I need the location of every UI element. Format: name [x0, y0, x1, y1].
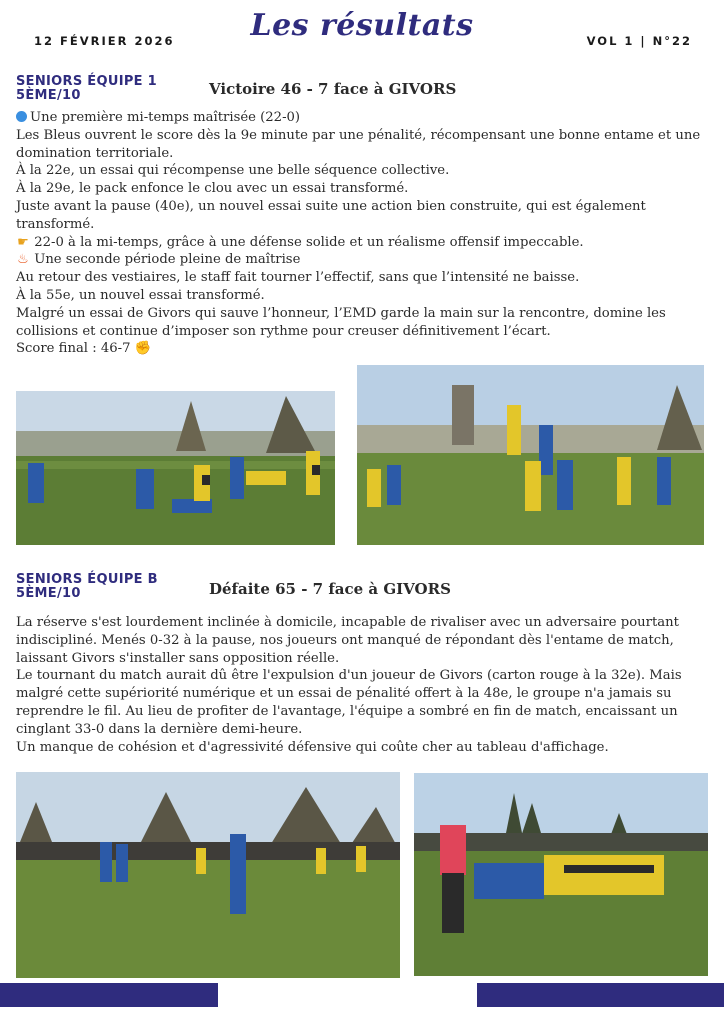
scrum-photo-illustration — [414, 773, 708, 976]
issue-volume: VOL 1 | N°22 — [586, 34, 692, 48]
match1-line-5: Juste avant la pause (40e), un nouvel essai suite une action bien construite, qui est également transformé. — [16, 198, 646, 232]
match1-line-4: À la 29e, le pack enfonce le clou avec un essai transformé. — [16, 181, 409, 197]
footer-bar-right — [477, 983, 724, 1007]
match2-team — [16, 573, 158, 601]
match1-team-rank: 5ÈME/10 — [16, 88, 81, 103]
match1-line-6: ☛ 22-0 à la mi-temps, grâce à une défense solide et un réalisme offensif impeccable. — [17, 234, 584, 250]
ruck-photo-illustration — [16, 391, 335, 545]
match2-headline: Défaite 65 - 7 face à GIVORS — [209, 580, 451, 598]
match1-line-1: Une première mi-temps maîtrisée (22-0) — [16, 109, 712, 127]
match1-line-9: À la 55e, un nouvel essai transformé. — [16, 287, 265, 303]
page-title: Les résultats — [250, 8, 474, 43]
match1-team — [16, 75, 157, 103]
match1-line-11: Score final : 46-7 ✊ — [16, 341, 152, 357]
match2-paragraph-2: Le tournant du match aurait dû être l'expulsion d'un joueur de Givors (carton rouge à la 32e). Mais malgré cette supériorité numérique et un essai de pénalité offert à la 48e, le groupe n'a jamais su reprendre le fil. Au lieu de profiter de l'avantage, l'équipe a sombré en fin de match, encaissant un cinglant 33-0 dans la dernière demi-heure. — [16, 668, 682, 737]
fire-icon: ♨ — [17, 252, 29, 268]
match1-line-2: Les Bleus ouvrent le score dès la 9e minute par une pénalité, récompensant une bonne entame et une domination territoriale. — [16, 127, 701, 161]
field-photo-illustration — [16, 772, 400, 978]
blue-circle-icon — [16, 111, 27, 122]
match1-line-8: Au retour des vestiaires, le staff fait tourner l’effectif, sans que l’intensité ne baisse. — [16, 270, 580, 286]
lineout-photo-illustration — [357, 365, 704, 545]
match2-photo-scrum — [414, 773, 708, 976]
flexed-biceps-icon: ✊ — [134, 341, 152, 357]
match1-line-3: À la 22e, un essai qui récompense une belle séquence collective. — [16, 163, 450, 179]
match2-paragraph-1: La réserve s'est lourdement inclinée à domicile, incapable de rivaliser avec un adversaire pourtant indiscipliné. Menés 0-32 à la pause, nos joueurs ont manqué de répondant dès l'entame de match, laissant Givors s'installer sans opposition réelle. — [16, 615, 679, 666]
match1-photo-ruck — [16, 391, 335, 545]
footer-bar-left — [0, 983, 218, 1007]
pointing-hand-icon: ☛ — [17, 234, 29, 250]
match1-line-10: Malgré un essai de Givors qui sauve l’honneur, l’EMD garde la main sur la rencontre, domine les collisions et continue d’imposer son rythme pour creuser définitivement l’écart. — [16, 305, 666, 339]
match2-photo-field — [16, 772, 400, 978]
match1-report — [16, 109, 712, 358]
match2-team-rank: 5ÈME/10 — [16, 586, 81, 601]
match2-paragraph-3: Un manque de cohésion et d'agressivité défensive qui coûte cher au tableau d'affichage. — [16, 739, 609, 755]
match1-line-7: ♨ Une seconde période pleine de maîtrise — [17, 252, 301, 268]
match1-photo-lineout — [357, 365, 704, 545]
issue-date: 12 FÉVRIER 2026 — [34, 34, 175, 48]
match1-team-name: SENIORS ÉQUIPE 1 — [16, 74, 158, 89]
match1-headline: Victoire 46 - 7 face à GIVORS — [209, 80, 457, 98]
match2-team-name: SENIORS ÉQUIPE B — [16, 572, 158, 587]
match2-report — [16, 614, 712, 756]
